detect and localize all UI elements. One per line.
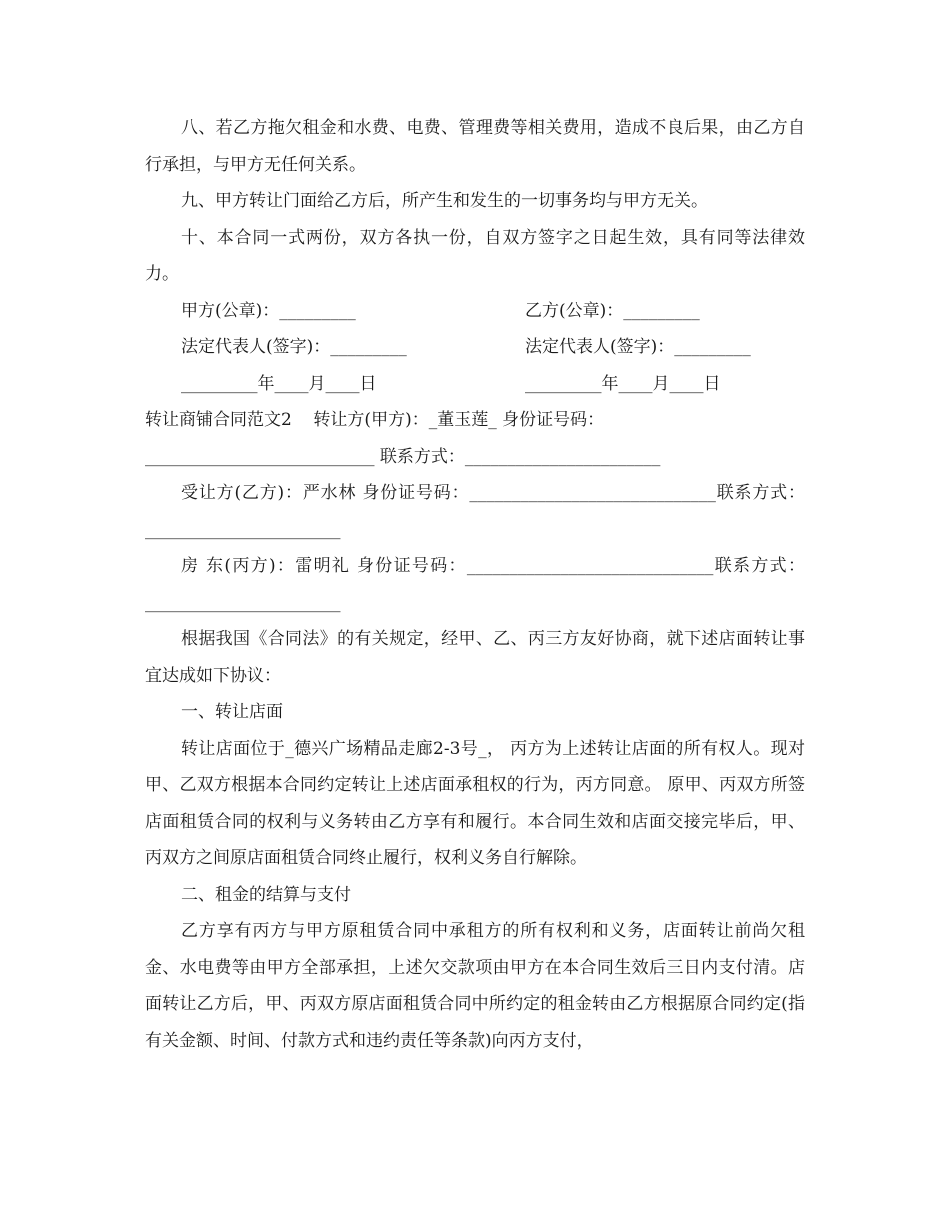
- signature-row-representative: [145, 329, 805, 366]
- section-1-title: 一、转让店面: [181, 702, 283, 722]
- signature-row-date: [145, 366, 805, 403]
- party-b-seal: 乙方(公章)：_________: [525, 300, 700, 321]
- agreement-intro: 根据我国《合同法》的有关规定，经甲、乙、丙三方友好协商，就下述店面转让事宜达成如下协议：: [145, 629, 805, 686]
- document-page: [145, 110, 805, 1059]
- clause-9: 九、甲方转让门面给乙方后，所产生和发生的一切事务均与甲方无关。: [181, 191, 708, 211]
- party-a-date: _________年____月____日: [181, 373, 377, 394]
- signature-row-seal: [145, 293, 805, 330]
- section-2-body: 乙方享有丙方与甲方原租赁合同中承租方的所有权利和义务，店面转让前尚欠租金、水电费等由甲方全部承担，上述欠交款项由甲方在本合同生效后三日内支付清。店面转让乙方后，甲、丙双方原店面租赁合同中所约定的租金转由乙方根据原合同约定(指有关金额、时间、付款方式和违约责任等条款)向丙方支付，: [145, 921, 805, 1051]
- transferee-info: 受让方(乙方)：严水林 身份证号码：_____________________________联系方式：_______________________: [145, 483, 805, 540]
- transferor-line-1: 转让商铺合同范文2 转让方(甲方)：_董玉莲_ 身份证号码：: [145, 410, 605, 430]
- section-2-title: 二、租金的结算与支付: [181, 884, 351, 905]
- clause-10: 十、本合同一式两份，双方各执一份，自双方签字之日起生效，具有同等法律效力。: [145, 227, 805, 284]
- party-a-seal: 甲方(公章)：_________: [181, 300, 356, 321]
- party-b-representative: 法定代表人(签字)：_________: [525, 337, 751, 357]
- transferor-line-2: ___________________________ 联系方式：_______________________: [145, 446, 661, 467]
- clause-8: 八、若乙方拖欠租金和水费、电费、管理费等相关费用，造成不良后果，由乙方自行承担，与甲方无任何关系。: [145, 118, 805, 175]
- landlord-info: 房 东(丙方)：雷明礼 身份证号码：_____________________________联系方式：_______________________: [145, 556, 805, 613]
- party-b-date: _________年____月____日: [525, 373, 721, 394]
- party-a-representative: 法定代表人(签字)：_________: [181, 337, 407, 357]
- section-1-body: 转让店面位于_德兴广场精品走廊2-3号_， 丙方为上述转让店面的所有权人。现对甲、乙双方根据本合同约定转让上述店面承租权的行为，丙方同意。 原甲、丙双方所签店面租赁合同的权利与义务转由乙方享有和履行。本合同生效和店面交接完毕后，甲、丙双方之间原店面租赁合同终止履行，权利义务自行解除。: [145, 738, 805, 868]
